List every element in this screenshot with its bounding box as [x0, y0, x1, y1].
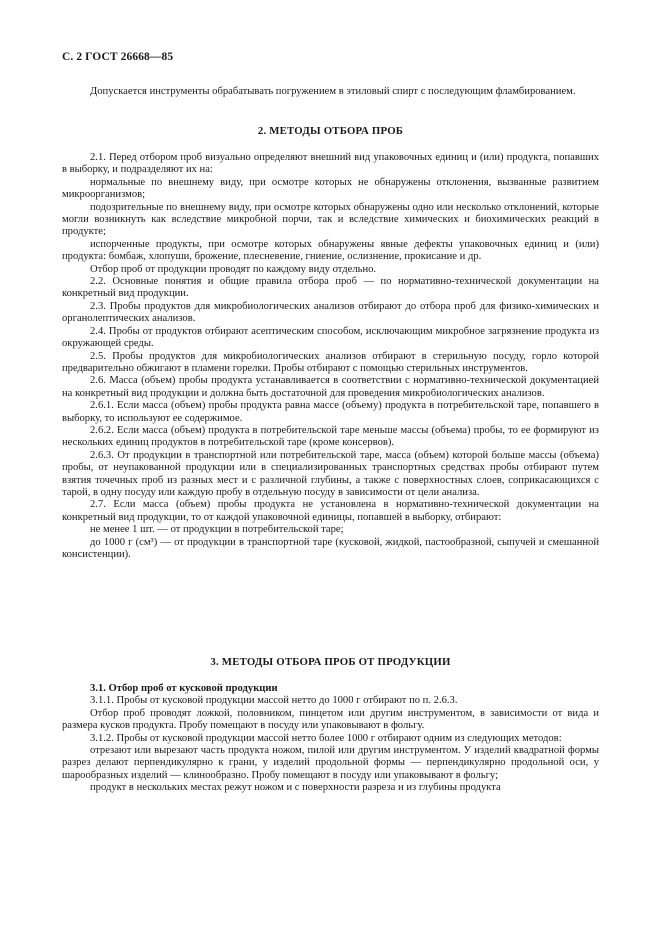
- section-2-title: 2. МЕТОДЫ ОТБОРА ПРОБ: [257, 125, 404, 137]
- paragraph: 3.1.2. Пробы от кусковой продукции массой нетто более 1000 г отбирают одним из следующих методов:: [90, 732, 562, 744]
- paragraph: продукт в нескольких местах режут ножом и с поверхности разреза и из глубины продукта: [90, 782, 501, 794]
- paragraph: 2.6.2. Если масса (объем) продукта в потребительской таре меньше массы (объема) пробы, то ее формируют из нескольких единиц продуктов в потребительской таре (кроме консервов).: [62, 424, 599, 449]
- paragraph: 3.1.1. Пробы от кусковой продукции массой нетто до 1000 г отбирают по п. 2.6.3.: [90, 695, 458, 707]
- paragraph: 2.2. Основные понятия и общие правила отбора проб — по нормативно-технической документации на конкретный вид продукции.: [62, 276, 599, 300]
- section-3-body: [62, 683, 599, 795]
- paragraph: 2.6. Масса (объем) пробы продукта устанавливается в соответствии с нормативно-технической документацией на конкретный вид продукции и должна быть достаточной для проведения микробиологических анализов.: [62, 375, 599, 399]
- paragraph: испорченные продукты, при осмотре которых обнаружены явные дефекты упаковочных единиц и (или) продукта: бомбаж, хлопуши, брожение, плесневение, гниение, ослизнение, прокисание и др.: [62, 238, 599, 263]
- paragraph: 2.6.3. От продукции в транспортной или потребительской таре, масса (объем) которой больше массы (объема) пробы, от неупакованной продукции или в специализированных транспортных средствах пробы отбирают путем взятия точечных проб из разных мест и с различной глубины, а также с поверхностных слоев, соприкасающихся с тарой, в одну посуду или каждую пробу в отдельную посуду в зависимости от цели анализа.: [62, 449, 599, 498]
- paragraph: Отбор проб проводят ложкой, половником, пинцетом или другим инструментом, в зависимости от вида и размера кусков продукта. Пробу помещают в посуду или упаковывают в фольгу.: [62, 707, 599, 732]
- paragraph: 2.4. Пробы от продуктов отбирают асептическим способом, исключающим микробное загрязнение продукта из окружающей среды.: [62, 325, 599, 350]
- paragraph: 2.7. Если масса (объем) пробы продукта не установлена в нормативно-технической документации на конкретный вид продукции, то от каждой упаковочной единицы, попавшей в выборку, отбирают:: [62, 499, 599, 523]
- paragraph: 2.6.1. Если масса (объем) пробы продукта равна массе (объему) продукта в потребительской таре, попавшего в выборку, то используют ее содержимое.: [62, 400, 599, 424]
- paragraph: отрезают или вырезают часть продукта ножом, пилой или другим инструментом. У изделий квадратной формы разрез делают перпендикулярно к грани, у изделий продольной формы — перпендикулярно продольной оси, у шарообразных изделий — клинообразно. Пробу помещают в посуду или упаковывают в фольгу;: [62, 745, 599, 781]
- paragraph: Отбор проб от продукции проводят по каждому виду отдельно.: [90, 263, 377, 275]
- paragraph: не менее 1 шт. — от продукции в потребительской таре;: [90, 524, 344, 536]
- section-2-body: [62, 152, 599, 561]
- subsection-title: 3.1. Отбор проб от кусковой продукции: [90, 683, 278, 694]
- intro-block: [62, 86, 599, 98]
- paragraph: 2.1. Перед отбором проб визуально определяют внешний вид упаковочных единиц и (или) продукта, попавших в выборку, и подразделяют их на:: [62, 152, 599, 176]
- paragraph: 2.3. Пробы продуктов для микробиологических анализов отбирают до отбора проб для физико-химических и органолептических анализов.: [62, 300, 599, 325]
- paragraph: подозрительные по внешнему виду, при осмотре которых обнаружены одно или несколько отклонений, которые могли возникнуть как вследствие микробной порчи, так и вследствие химических и биохимических реакций в продукте;: [62, 201, 599, 238]
- paragraph: 2.5. Пробы продуктов для микробиологических анализов отбирают в стерильную посуду, горло которой предварительно обжигают в пламени горелки. Пробы отбирают с помощью стерильных инструментов.: [62, 350, 599, 374]
- paragraph: Допускается инструменты обрабатывать погружением в этиловый спирт с последующим фламбированием.: [90, 86, 576, 97]
- paragraph: до 1000 г (см³) — от продукции в транспортной таре (кусковой, жидкой, пастообразной, сыпучей и смешанной консистенции).: [62, 536, 599, 560]
- section-3-title: 3. МЕТОДЫ ОТБОРА ПРОБ ОТ ПРОДУКЦИИ: [210, 656, 451, 668]
- page-header: С. 2 ГОСТ 26668—85: [62, 51, 174, 63]
- paragraph: нормальные по внешнему виду, при осмотре которых не обнаружены отклонения, вызванные развитием микроорганизмов;: [62, 176, 599, 201]
